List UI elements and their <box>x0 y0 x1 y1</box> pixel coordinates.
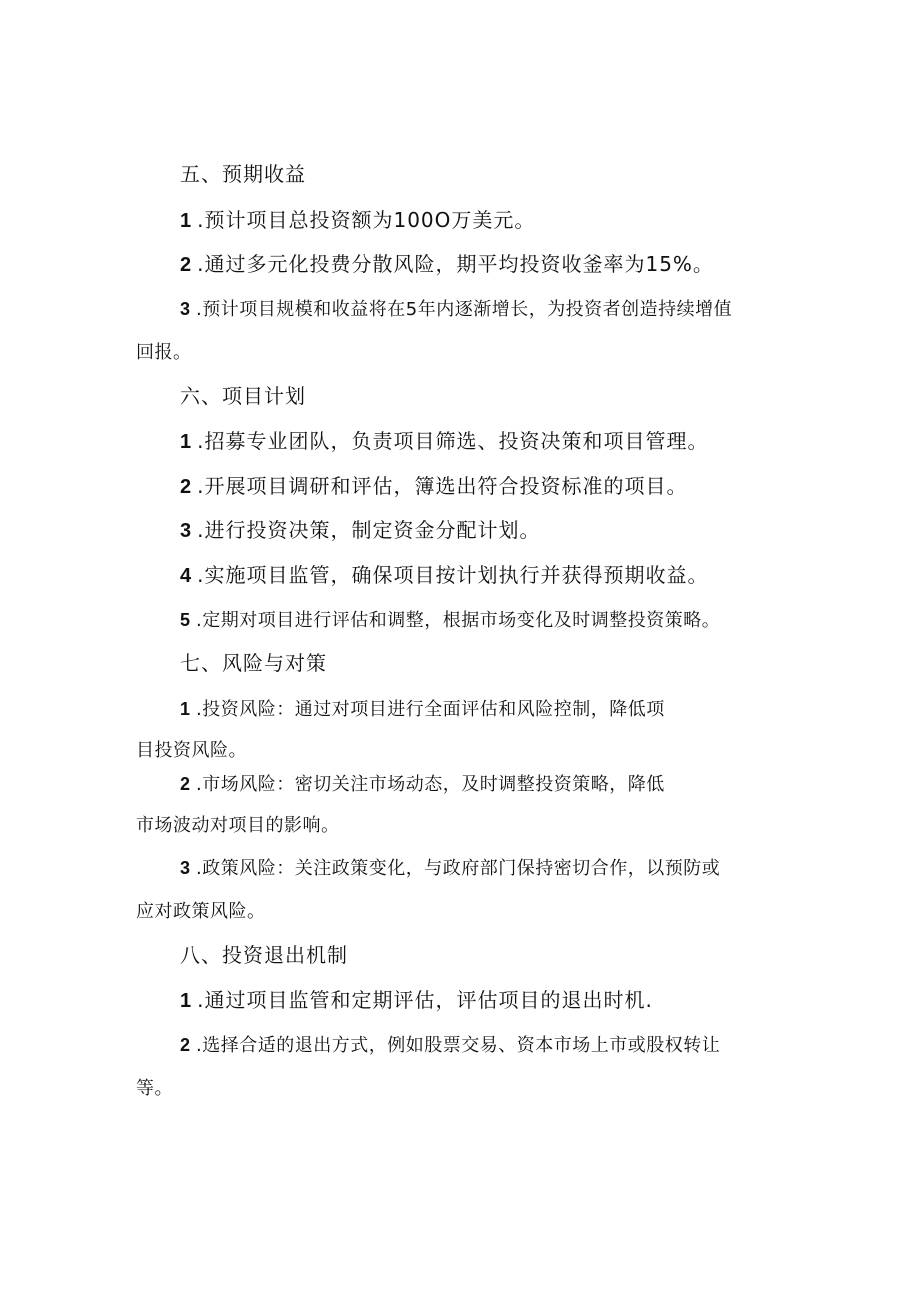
item-number: 2 <box>180 774 191 794</box>
item-number: 1 <box>180 210 192 232</box>
item-number: 3 <box>180 520 192 542</box>
list-item <box>180 697 665 722</box>
list-item <box>180 518 540 543</box>
item-number: 2 <box>180 476 192 498</box>
list-item <box>180 563 708 588</box>
list-item <box>180 474 687 499</box>
item-continuation: 应对政策风险。 <box>136 901 266 922</box>
item-text: .选择合适的退出方式，例如股票交易、资本市场上市或股权转让 <box>196 1035 721 1056</box>
item-number: 2 <box>180 1035 191 1055</box>
item-text: .定期对项目进行评估和调整，根据市场变化及时调整投资策略。 <box>196 610 721 631</box>
section-heading-7: 七、风险与对策 <box>180 651 327 675</box>
item-number: 2 <box>180 254 192 276</box>
section-heading-5: 五、预期收益 <box>180 162 306 186</box>
item-text: .投资风险：通过对项目进行全面评估和风险控制，降低项 <box>196 699 665 720</box>
item-continuation: 目投资风险。 <box>136 740 247 761</box>
item-number: 3 <box>180 299 191 319</box>
item-text: .预计项目总投资额为100O万美元。 <box>197 208 536 232</box>
item-text: .招募专业团队，负责项目筛选、投资决策和项目管理。 <box>197 429 709 453</box>
item-text: .实施项目监管，确保项目按计划执行并获得预期收益。 <box>197 563 709 587</box>
item-text: .通过多元化投费分散风险，期平均投资收釜率为15%。 <box>197 252 714 276</box>
item-continuation: 等。 <box>136 1078 173 1099</box>
item-continuation: 市场波动对项目的影响。 <box>136 815 340 836</box>
item-text: .通过项目监管和定期评估，评估项目的退出时机. <box>197 988 653 1012</box>
item-text: .政策风险：关注政策变化，与政府部门保持密切合作，以预防或 <box>196 858 721 879</box>
item-number: 1 <box>180 990 192 1012</box>
list-item <box>180 856 720 881</box>
list-item <box>180 252 714 277</box>
list-item <box>180 772 665 797</box>
list-item <box>180 208 535 233</box>
item-text: .开展项目调研和评估，簿选出符合投资标准的项目。 <box>197 474 688 498</box>
item-continuation: 回报。 <box>136 342 192 363</box>
section-heading-6: 六、项目计划 <box>180 384 306 408</box>
item-number: 5 <box>180 610 191 630</box>
list-item <box>180 988 653 1013</box>
list-item <box>180 608 720 633</box>
item-text: .市场风险：密切关注市场动态，及时调整投资策略，降低 <box>196 774 665 795</box>
list-item <box>180 429 708 454</box>
list-item <box>180 1033 720 1058</box>
item-text: .进行投资决策，制定资金分配计划。 <box>197 518 541 542</box>
item-number: 4 <box>180 565 192 587</box>
section-heading-8: 八、投资退出机制 <box>180 943 348 967</box>
item-text: .预计项目规模和收益将在5年内逐渐增长，为投资者创造持续增值 <box>196 299 733 320</box>
item-number: 3 <box>180 858 191 878</box>
list-item <box>180 297 732 322</box>
item-number: 1 <box>180 431 192 453</box>
item-number: 1 <box>180 699 191 719</box>
